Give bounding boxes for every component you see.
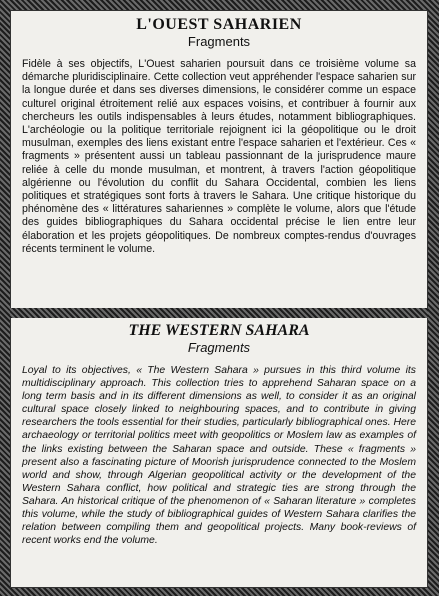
- section-divider: [10, 308, 428, 318]
- english-description: Loyal to its objectives, « The Western Sahara » pursues in this third volume its multidisciplinary approach. This collection tries to apprehend Saharan space on a long term basis and in its different dimensions as well, to consider it as an original cultural space closely linked to neighbouring spaces, and to contribute in giving researchers the tools essential for their studies, particularly bibliographical ones. Here archaeology or territorial politics meet with geopolitics or Moslem law as examples of the links existing between the Saharan space and outside. These « fragments » present also a fascinating picture of Moorish jurisprudence connected to the Moslem world and show, through Algerian geopolitical activity or the development of the Western Sahara conflict, how political and strategic ties are strong through the Sahara. An historical critique of the phenomenon of « Saharan literature » completes this volume, while the study of bibliographical guides of Western Sahara clarifies the relation between compiling them and geopolitical projects. Many book-reviews of recent works end the volume.: [22, 365, 416, 547]
- french-section: [10, 10, 428, 308]
- french-title: L'OUEST SAHARIEN: [136, 16, 302, 33]
- french-description: Fidèle à ses objectifs, L'Ouest saharien poursuit dans ce troisième volume sa démarche pluridisciplinaire. Cette collection veut appréhender l'espace saharien sur la longue durée et dans ses diverses dimensions, le considérer comme un espace culturel original étroitement relié aux espaces voisins, et contribuer à fournir aux chercheurs les outils indispensables à leurs études, notamment bibliographiques. L'archéologie ou la politique territoriale rejoignent ici la géopolitique ou le droit musulman, exemples des liens existant entre l'espace saharien et l'extérieur. Ces « fragments » présentent aussi un tableau passionnant de la jurisprudence maure reliée à celle du monde musulman, et montrent, à travers l'action géopolitique algérienne ou l'évolution du conflit du Sahara Occidental, combien les liens politiques et stratégiques sont forts à travers le Sahara. Une critique historique du phénomène des « littératures sahariennes » complète le volume, alors que l'étude des guides bibliographiques du Sahara occidental précise le lien entre leur élaboration et les projets géopolitiques. De nombreux comptes-rendus d'ouvrages récents terminent le volume.: [22, 58, 416, 255]
- english-subtitle: Fragments: [187, 340, 251, 355]
- text-panel: [10, 10, 428, 588]
- english-section: [10, 318, 428, 588]
- french-subtitle: Fragments: [187, 34, 251, 49]
- english-title: THE WESTERN SAHARA: [128, 322, 310, 339]
